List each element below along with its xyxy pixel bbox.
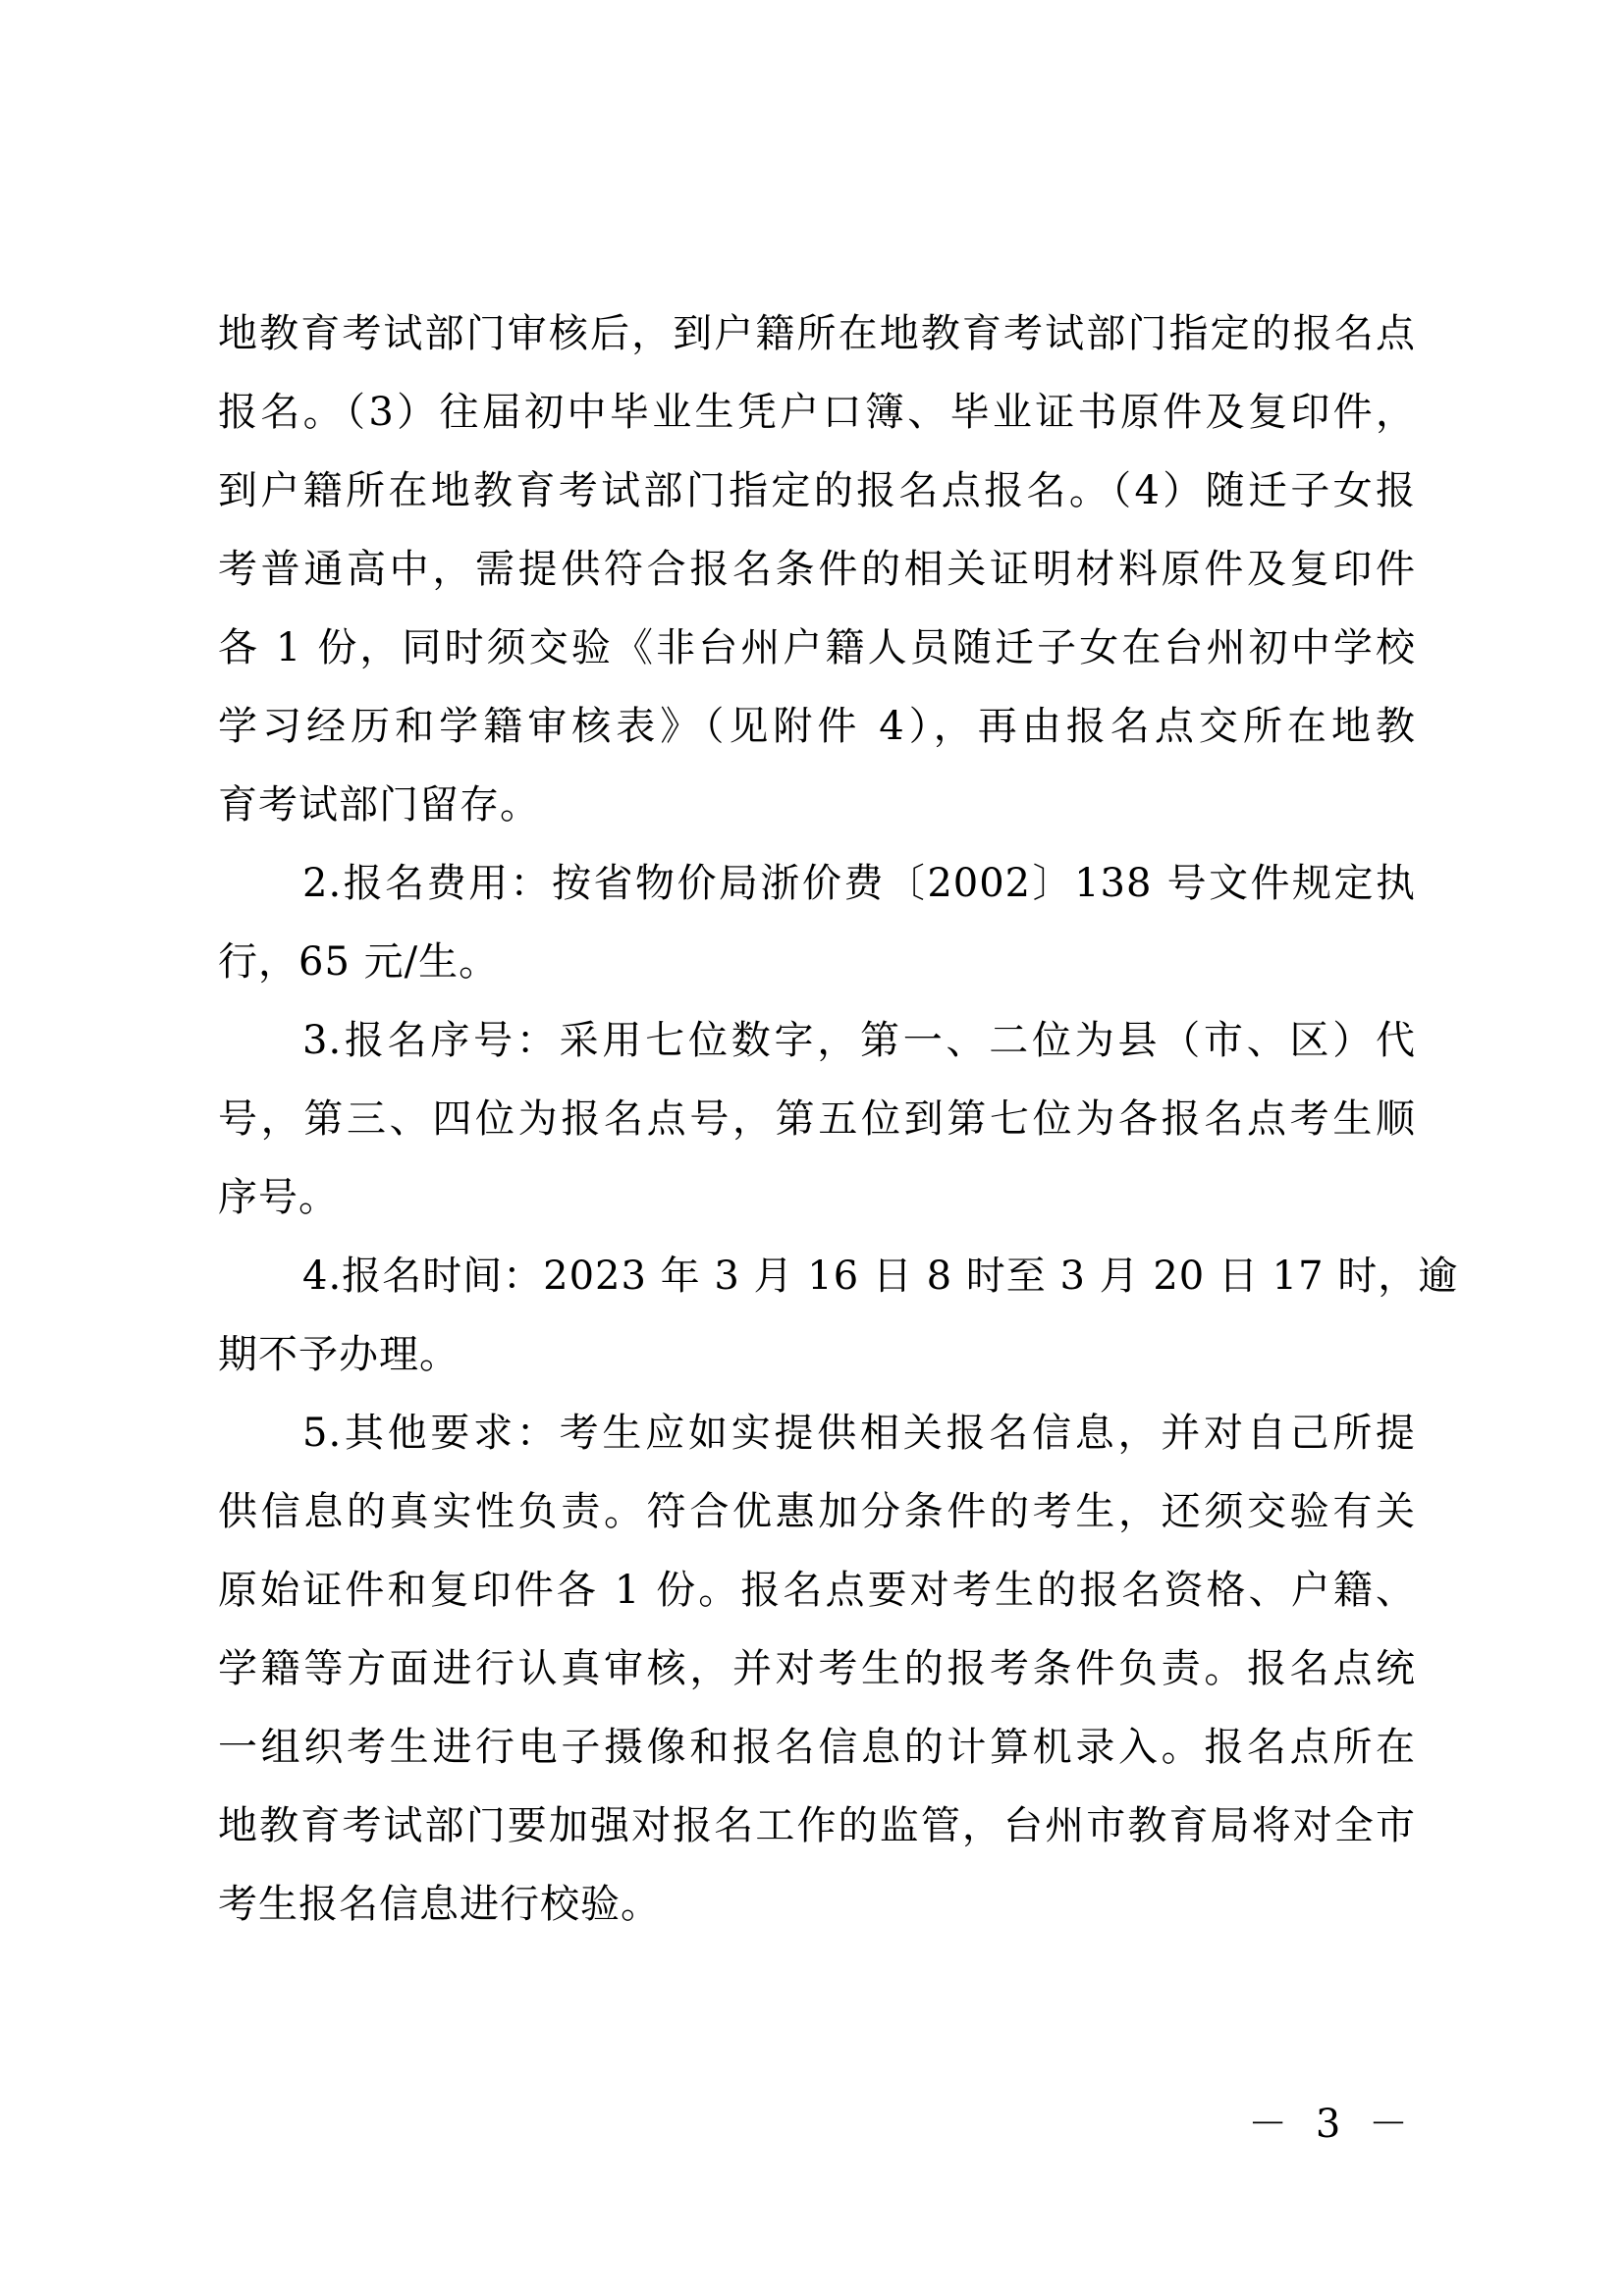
- text-line: 报名。（3）往届初中毕业生凭户口簿、毕业证书原件及复印件，: [218, 390, 1416, 435]
- text-line: 4.报名时间：2023 年 3 月 16 日 8 时至 3 月 20 日 17 时，逾: [302, 1254, 1459, 1299]
- text-line: 3.报名序号：采用七位数字，第一、二位为县（市、区）代: [302, 1018, 1416, 1063]
- text-line: 学籍等方面进行认真审核，并对考生的报考条件负责。报名点统: [218, 1646, 1416, 1691]
- text-line: 2.报名费用：按省物价局浙价费〔2002〕138 号文件规定执: [302, 861, 1416, 906]
- paragraph-continuation: [218, 294, 1416, 844]
- paragraph-time: [218, 1237, 1459, 1394]
- text-line: 学习经历和学籍审核表》（见附件 4），再由报名点交所在地教: [218, 704, 1416, 749]
- text-line: 期不予办理。: [218, 1332, 460, 1377]
- text-line: 育考试部门留存。: [218, 782, 540, 828]
- text-line: 原始证件和复印件各 1 份。报名点要对考生的报名资格、户籍、: [218, 1568, 1416, 1613]
- page-number: － 3 －: [1248, 2102, 1416, 2147]
- text-line: 5.其他要求：考生应如实提供相关报名信息，并对自己所提: [302, 1411, 1416, 1456]
- paragraph-serial-number: [218, 1001, 1416, 1237]
- text-line: 考普通高中，需提供符合报名条件的相关证明材料原件及复印件: [218, 547, 1416, 592]
- text-line: 各 1 份，同时须交验《非台州户籍人员随迁子女在台州初中学校: [218, 625, 1416, 670]
- paragraph-fee: [218, 844, 1416, 1001]
- text-line: 号，第三、四位为报名点号，第五位到第七位为各报名点考生顺: [218, 1096, 1416, 1142]
- text-line: 行，65 元/生。: [218, 939, 500, 985]
- text-line: 地教育考试部门审核后，到户籍所在地教育考试部门指定的报名点: [218, 311, 1416, 356]
- paragraph-other: [218, 1394, 1416, 1944]
- text-line: 地教育考试部门要加强对报名工作的监管，台州市教育局将对全市: [218, 1803, 1416, 1848]
- text-line: 考生报名信息进行校验。: [218, 1882, 661, 1927]
- text-line: 序号。: [218, 1175, 339, 1220]
- text-line: 一组织考生进行电子摄像和报名信息的计算机录入。报名点所在: [218, 1725, 1416, 1770]
- body-text: [218, 294, 1459, 1944]
- text-line: 供信息的真实性负责。符合优惠加分条件的考生，还须交验有关: [218, 1489, 1416, 1534]
- text-line: 到户籍所在地教育考试部门指定的报名点报名。（4）随迁子女报: [218, 468, 1416, 513]
